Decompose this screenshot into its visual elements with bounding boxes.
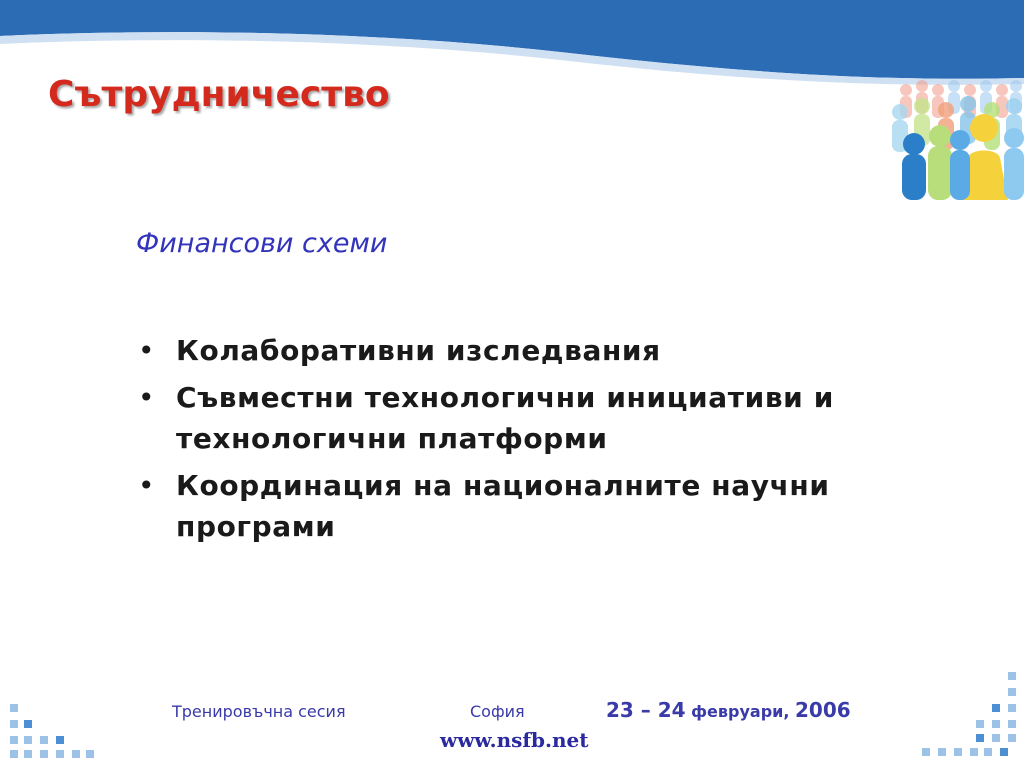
bullet-item	[136, 330, 956, 371]
bullet-dot-icon: •	[138, 381, 156, 414]
dot-grid-right	[918, 670, 1020, 760]
dot-grid-left	[10, 700, 106, 760]
bullet-item	[136, 465, 956, 547]
footer-date	[606, 698, 851, 722]
footer-city: София	[470, 702, 525, 721]
footer-date-month: февруари,	[685, 702, 796, 721]
bullet-text: Координация на националните научни програми	[176, 469, 830, 543]
footer-session: Тренировъчна сесия	[172, 702, 346, 721]
bullet-text: Съвместни технологични инициативи и технологични платформи	[176, 381, 834, 455]
people-group-icon	[888, 76, 1024, 200]
footer-date-days: 23 – 24	[606, 698, 686, 722]
bullet-dot-icon: •	[138, 334, 156, 367]
slide-title: Сътрудничество	[48, 74, 390, 115]
bullet-list	[136, 330, 956, 553]
bullet-text: Колаборативни изследвания	[176, 334, 661, 367]
footer-date-year: 2006	[795, 698, 851, 722]
bullet-dot-icon: •	[138, 469, 156, 502]
slide-subtitle: Финансови схеми	[136, 228, 388, 259]
bullet-item	[136, 377, 956, 459]
footer-url-link[interactable]: www.nsfb.net	[440, 728, 589, 752]
